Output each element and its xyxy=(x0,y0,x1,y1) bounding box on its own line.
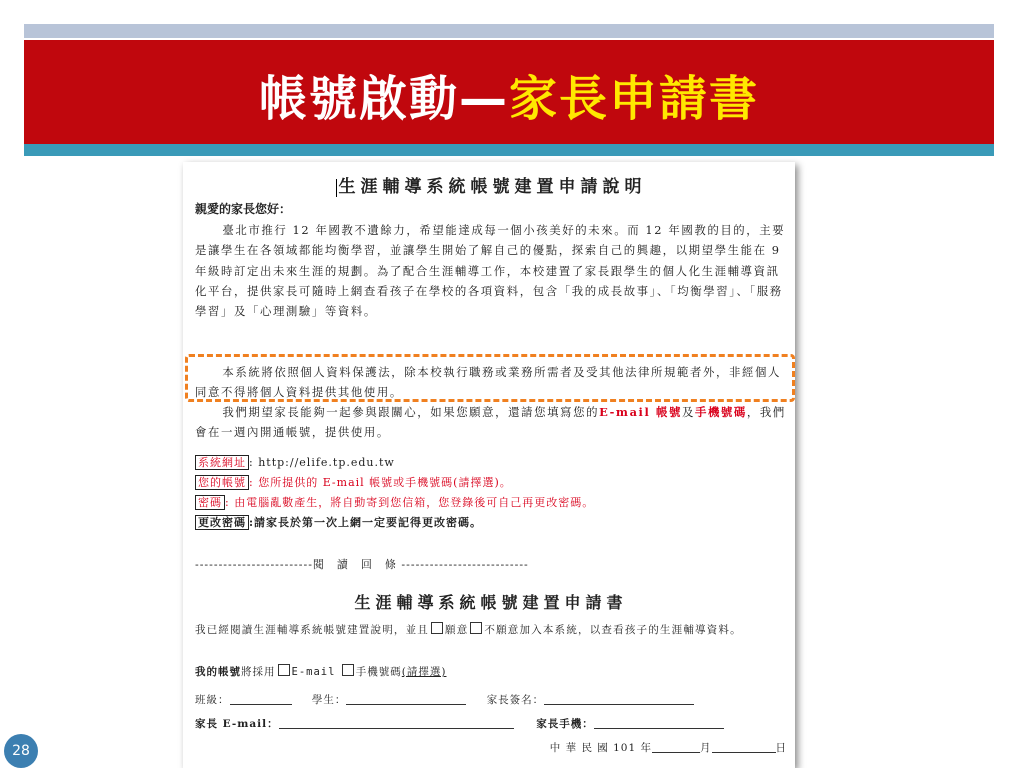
consent-yes-checkbox[interactable] xyxy=(431,622,443,634)
parent-phone-field[interactable] xyxy=(594,717,724,729)
password-line xyxy=(195,494,787,510)
phone-option-checkbox[interactable] xyxy=(342,664,354,676)
password-value: : 由電腦亂數產生，將自動寄到您信箱，您登錄後可自己再更改密碼。 xyxy=(225,496,595,509)
text-cursor xyxy=(336,179,337,197)
url-label: 系統網址 xyxy=(195,455,249,470)
top-accent-bar xyxy=(24,24,994,38)
form-fields-row-1: 班級： 學生： 家長簽名： xyxy=(195,692,787,707)
change-password-line xyxy=(195,514,787,530)
form-heading: 生涯輔導系統帳號建置申請書 xyxy=(354,593,628,612)
account-value: : 您所提供的 E-mail 帳號或手機號碼(請擇選)。 xyxy=(249,476,512,489)
phone-emphasis: 手機號碼 xyxy=(694,405,747,419)
reply-slip-separator: -------------------------閱 讀 回 條 --------------------------- xyxy=(195,558,529,571)
account-label: 您的帳號 xyxy=(195,475,249,490)
email-account-emphasis: E-mail 帳號 xyxy=(599,405,682,419)
application-document xyxy=(183,162,795,768)
class-field[interactable] xyxy=(230,693,292,705)
month-field[interactable] xyxy=(652,741,700,753)
form-consent-text: 我已經閱讀生涯輔導系統帳號建置說明，並且 願意 不願意加入本系統，以查看孩子的生涯輔導資料。 xyxy=(195,624,742,636)
student-field[interactable] xyxy=(346,693,466,705)
slide-page-number: 28 xyxy=(4,734,38,768)
consent-no-checkbox[interactable] xyxy=(470,622,482,634)
password-label: 密碼 xyxy=(195,495,225,510)
doc-paragraph-1: 臺北市推行 12 年國教不遺餘力，希望能達成每一個小孩美好的未來。而 12 年國教的目的，主要是讓學生在各領域都能均衡學習，並讓學生開始了解自己的優點，探索自己的興趣，以期望學生能在 9 年級時訂定出未來生涯的規劃。為了配合生涯輔導工作，本校建置了家長跟學生的個人化生涯輔導資訊化平台，提供家長可隨時上網查看孩子在學校的各項資料，包含「我的成長故事」、「均衡學習」、「服務學習」及「心理測驗」等資料。 xyxy=(195,223,786,319)
doc-heading: 生涯輔導系統帳號建置申請說明 xyxy=(195,172,787,197)
account-line xyxy=(195,474,787,490)
parent-signature-field[interactable] xyxy=(544,693,694,705)
form-date-row: 中 華 民 國 101 年 月 日 xyxy=(549,742,787,754)
doc-paragraph-3: 我們期望家長能夠一起參與跟關心，如果您願意，還請您填寫您的E-mail 帳號及手機號碼，我們會在一週內開通帳號，提供使用。 xyxy=(195,405,786,440)
change-password-label: 更改密碼 xyxy=(195,515,249,530)
url-value: : http://elife.tp.edu.tw xyxy=(249,456,395,469)
doc-greeting: 親愛的家長您好： xyxy=(195,202,292,216)
parent-email-field[interactable] xyxy=(279,717,514,729)
email-option-checkbox[interactable] xyxy=(278,664,290,676)
title-banner xyxy=(24,40,994,144)
system-url-line xyxy=(195,454,787,470)
banner-underline-bar xyxy=(24,144,994,156)
day-field[interactable] xyxy=(712,741,776,753)
form-fields-row-2: 家長 E-mail： 家長手機： xyxy=(195,716,787,731)
doc-paragraph-2: 本系統將依照個人資料保護法，除本校執行職務或業務所需者及受其他法律所規範者外，非經個人同意不得將個人資料提供其他使用。 xyxy=(195,365,781,400)
form-account-label: 我的帳號 xyxy=(195,666,241,678)
change-password-value: :請家長於第一次上網一定要記得更改密碼。 xyxy=(249,516,483,529)
slide-title-highlight: 家長申請書 xyxy=(509,71,760,127)
slide-title: 帳號啟動—家長申請書 xyxy=(258,71,760,127)
highlight-callout-box xyxy=(185,354,795,402)
form-account-choice: 我的帳號將採用 E-mail 手機號碼(請擇選) xyxy=(195,666,447,678)
